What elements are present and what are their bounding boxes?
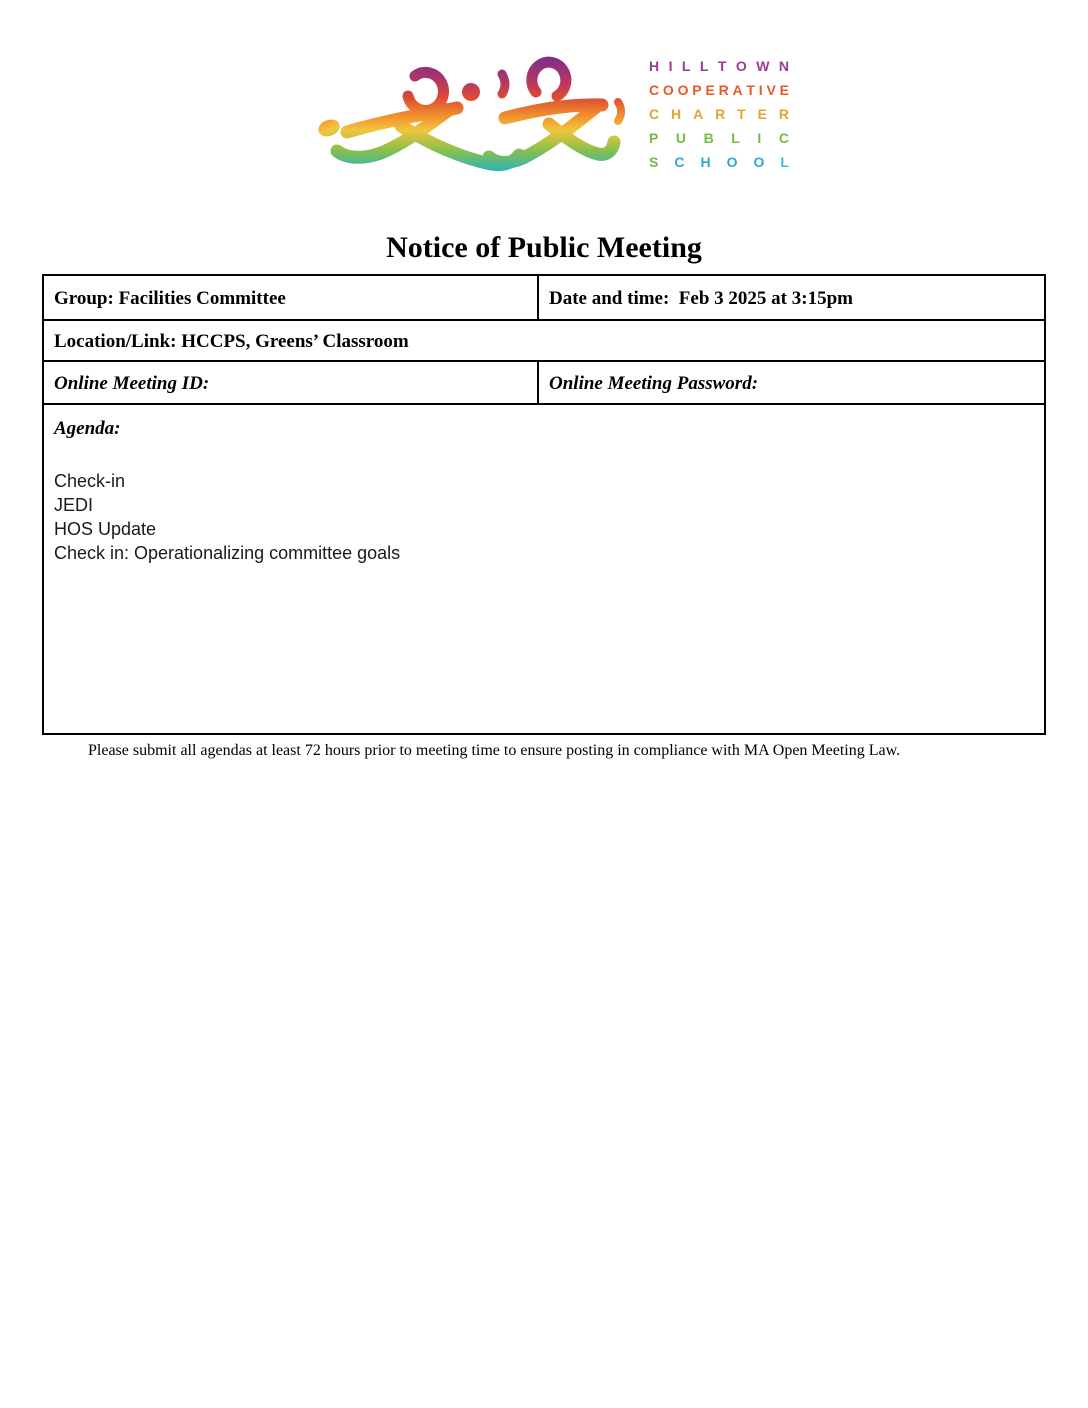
page-title: Notice of Public Meeting bbox=[386, 231, 702, 264]
wordmark-line-public: P U B L I C bbox=[649, 130, 789, 146]
agenda-list bbox=[54, 469, 1034, 565]
meeting-id-cell: Online Meeting ID: bbox=[43, 361, 538, 404]
agenda-item: JEDI bbox=[54, 495, 94, 515]
date-time-cell: Date and time: Feb 3 2025 at 3:15pm bbox=[538, 275, 1045, 320]
notice-table bbox=[42, 274, 1046, 735]
school-logo-wordmark bbox=[649, 56, 789, 172]
compliance-note: Please submit all agendas at least 72 hours prior to meeting time to ensure posting in compliance with MA Open Meeting Law. bbox=[88, 742, 901, 759]
meeting-password-cell: Online Meeting Password: bbox=[538, 361, 1045, 404]
school-logo bbox=[299, 36, 789, 191]
agenda-label: Agenda: bbox=[54, 418, 121, 439]
wordmark-line-cooperative: C O O P E R A T I V E bbox=[649, 82, 789, 98]
wordmark-line-school: S C H O O L bbox=[649, 154, 789, 170]
dancing-figures-icon bbox=[299, 36, 629, 191]
agenda-item: Check in: Operationalizing committee goals bbox=[54, 543, 401, 563]
location-cell: Location/Link: HCCPS, Greens’ Classroom bbox=[43, 320, 1045, 361]
agenda-item: HOS Update bbox=[54, 519, 157, 539]
wordmark-line-charter: C H A R T E R bbox=[649, 106, 789, 122]
wordmark-line-hilltown: H I L L T O W N bbox=[649, 58, 789, 74]
agenda-cell bbox=[43, 404, 1045, 734]
group-cell: Group: Facilities Committee bbox=[43, 275, 538, 320]
agenda-item: Check-in bbox=[54, 471, 126, 491]
